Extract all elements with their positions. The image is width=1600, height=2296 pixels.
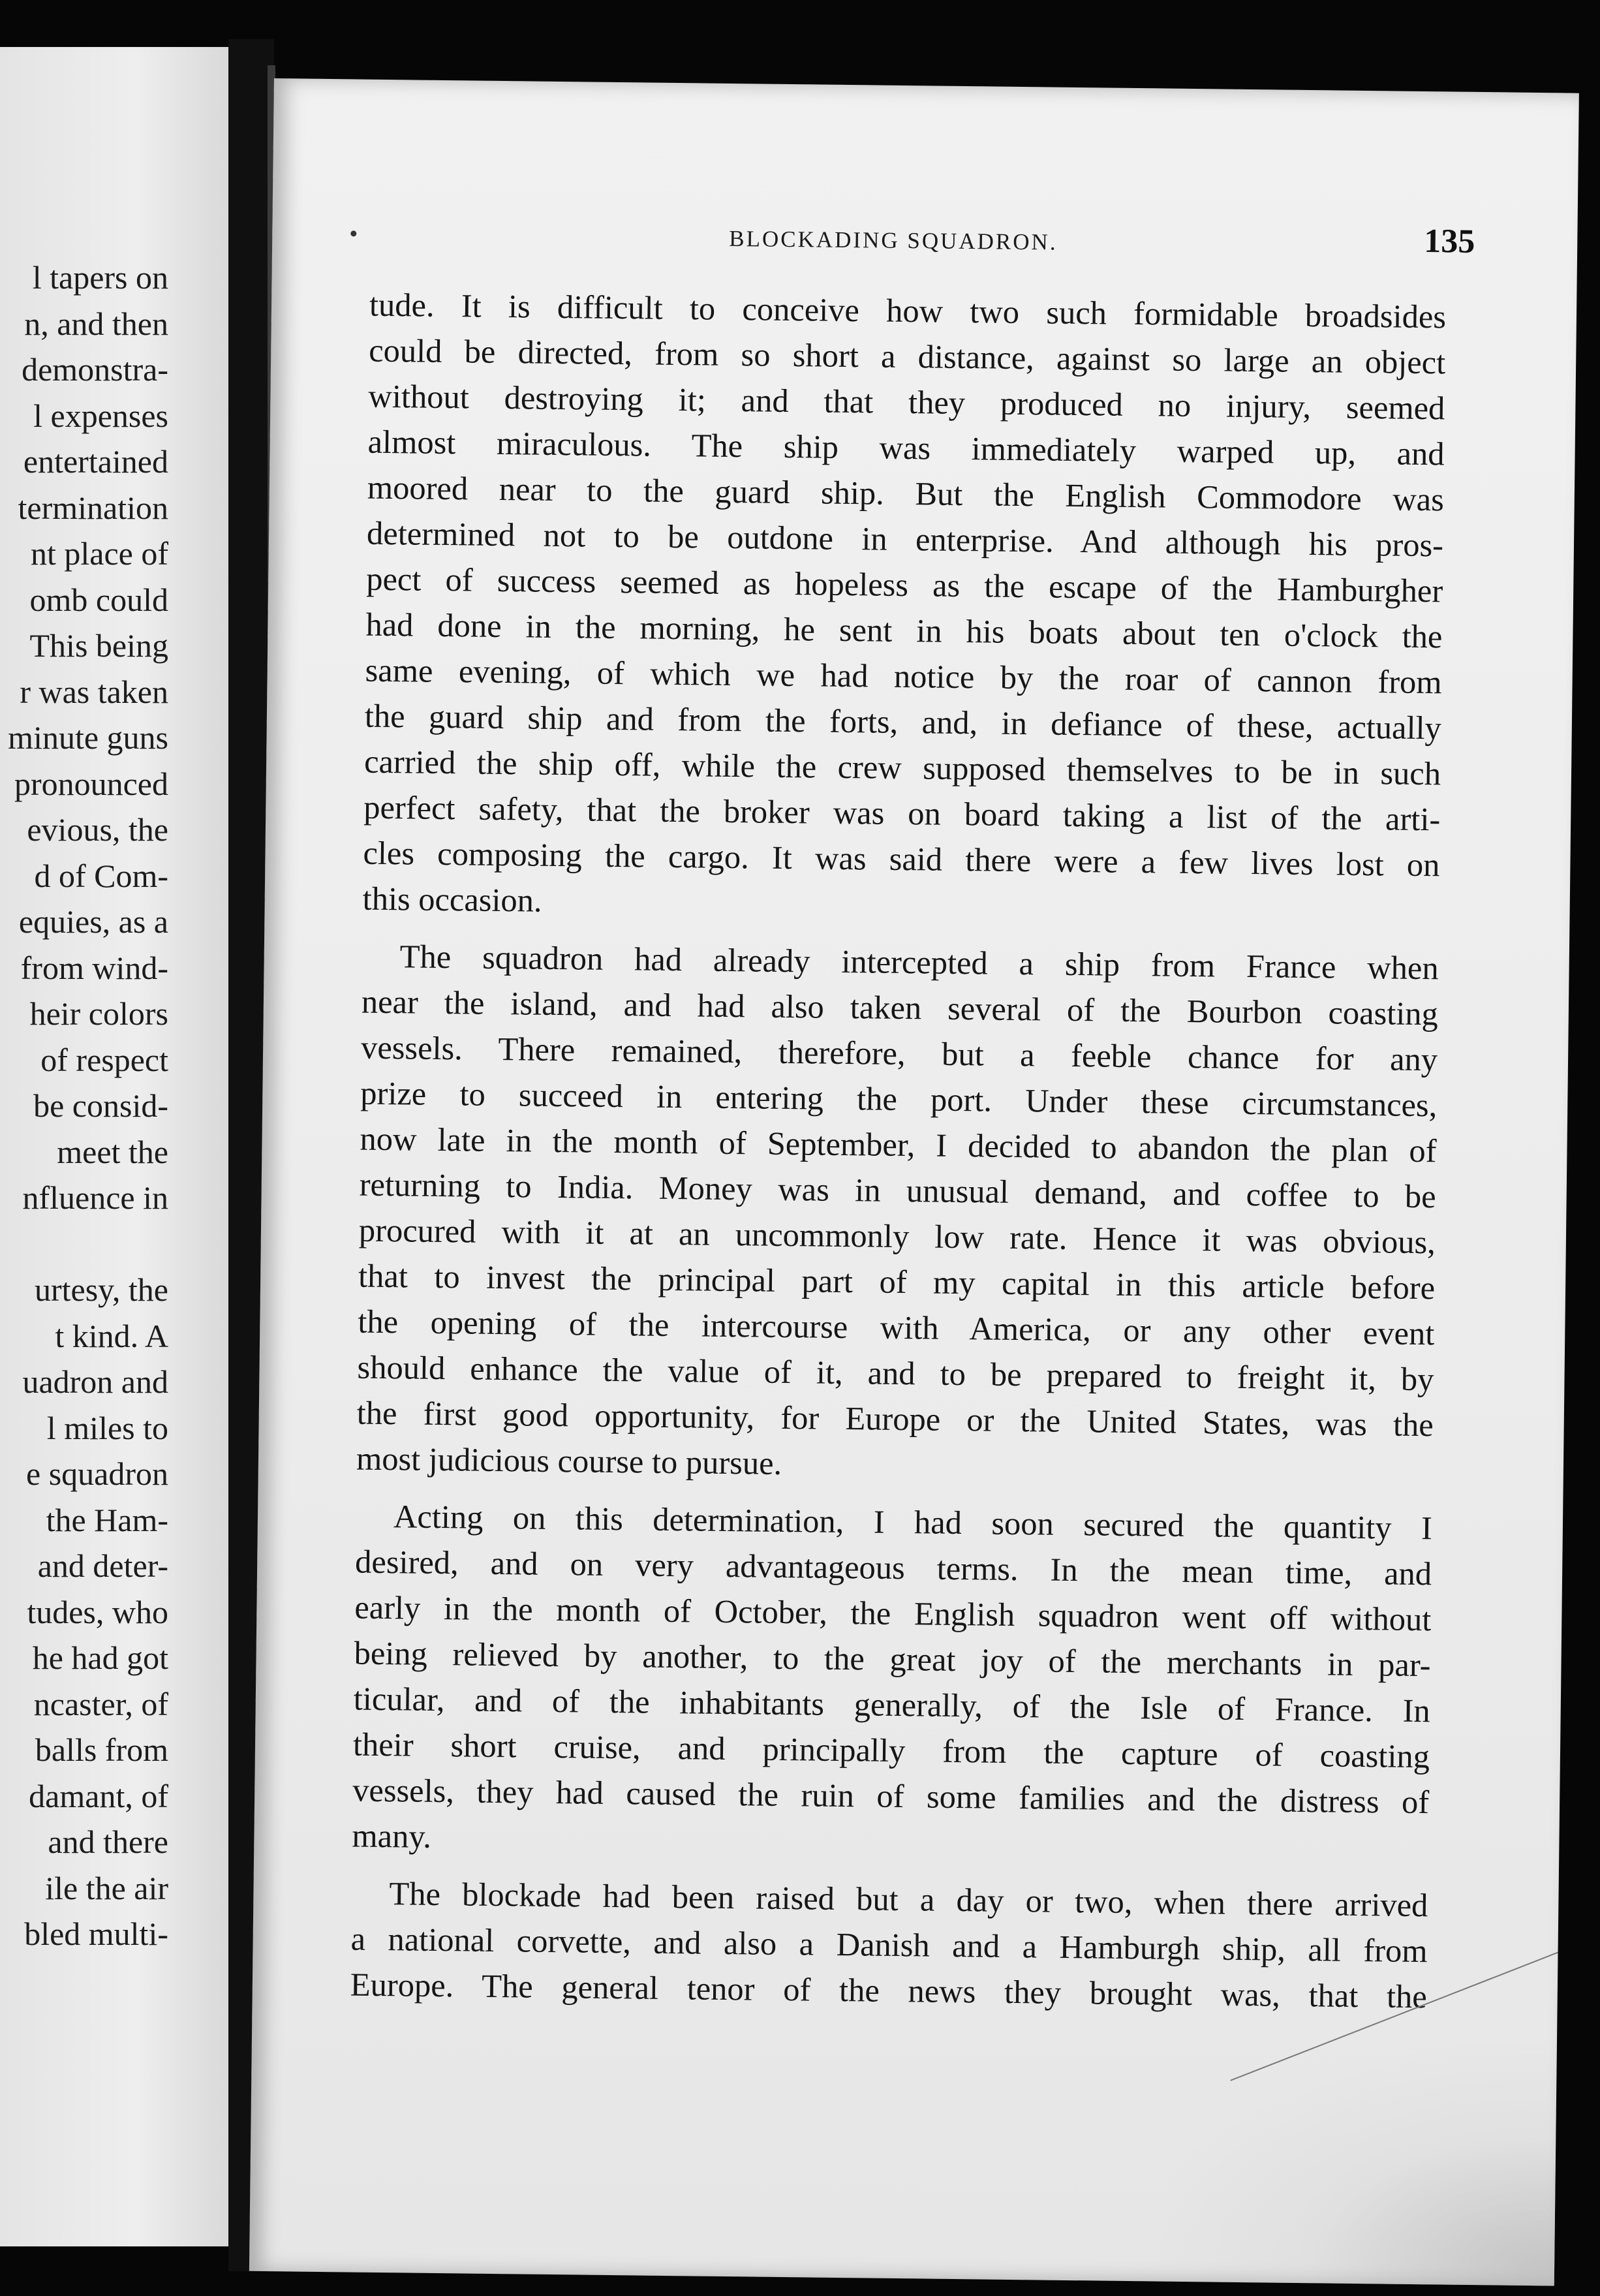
left-page-line: minute guns: [8, 719, 168, 756]
left-page-line: balls from: [35, 1731, 168, 1768]
text-line: the first good opportunity, for Europe or the United States, was the: [356, 1394, 1434, 1444]
text-line: could be directed, from so short a distance, against so large an object: [368, 332, 1446, 381]
ink-speck: [350, 230, 356, 236]
text-line: The blockade had been raised but a day or two, when there arrived: [389, 1875, 1428, 1924]
text-line: tude. It is difficult to conceive how two such formidable broadsides: [369, 286, 1447, 335]
left-page-line: l tapers on: [32, 259, 168, 296]
text-line: many.: [352, 1817, 432, 1855]
text-line: vessels, they had caused the ruin of some families and the distress of: [352, 1771, 1430, 1821]
text-line: the opening of the intercourse with America, or any other event: [358, 1303, 1435, 1352]
text-line: early in the month of October, the English squadron went off without: [354, 1589, 1432, 1638]
paragraph: [362, 282, 1446, 934]
left-page-line: equies, as a: [18, 903, 168, 940]
text-line: Europe. The general tenor of the news they brought was, that the: [350, 1966, 1428, 2015]
text-line: prize to succeed in entering the port. Under these circumstances,: [360, 1074, 1438, 1124]
right-page: [249, 78, 1579, 2286]
text-line: determined not to be outdone in enterprise. And although his pros-: [366, 514, 1444, 564]
left-page-line: the Ham-: [46, 1501, 168, 1538]
text-line: now late in the month of September, I decided to abandon the plan of: [360, 1120, 1437, 1170]
paragraph: [356, 933, 1439, 1494]
text-line: near the island, and had also taken several of the Bourbon coasting: [361, 983, 1439, 1032]
left-page-line: be consid-: [33, 1087, 168, 1124]
water-stain: [1129, 2033, 1578, 2286]
left-page-text: [8, 255, 168, 1957]
left-page-line: ile the air: [45, 1869, 168, 1906]
text-line: pect of success seemed as hopeless as the escape of the Hamburgher: [365, 560, 1443, 610]
text-line: Acting on this determination, I had soon secured the quantity I: [393, 1498, 1433, 1547]
left-page-line: omb could: [29, 581, 168, 618]
left-page-line: and deter-: [37, 1547, 168, 1584]
page-number: 135: [1423, 223, 1475, 260]
left-page-line: l miles to: [46, 1409, 168, 1446]
left-page-line: uadron and: [22, 1363, 168, 1400]
text-line: perfect safety, that the broker was on board taking a list of the arti-: [363, 788, 1441, 838]
text-line: The squadron had already intercepted a ship from France when: [399, 938, 1439, 987]
left-page-line: entertained: [23, 443, 168, 480]
text-line: most judicious course to pursue.: [356, 1440, 782, 1482]
left-page-line: he had got: [32, 1639, 168, 1676]
text-line: same evening, of which we had notice by the roar of cannon from: [365, 651, 1442, 701]
text-line: without destroying it; and that they produced no injury, seemed: [368, 377, 1445, 427]
left-page-fragment: [0, 47, 228, 2246]
text-line: a national corvette, and also a Danish and a Hamburgh ship, all from: [350, 1920, 1428, 1970]
text-line: that to invest the principal part of my capital in this article before: [358, 1257, 1436, 1307]
left-page-line: pronounced: [14, 765, 168, 802]
text-line: this occasion.: [362, 880, 542, 919]
left-page-line: r was taken: [20, 673, 168, 710]
body-text: [350, 282, 1446, 2020]
paragraph: [350, 1870, 1428, 2020]
left-page-line: and there: [48, 1823, 168, 1860]
text-line: carried the ship off, while the crew supposed themselves to be in such: [363, 743, 1441, 792]
text-line: almost miraculous. The ship was immediately warped up, and: [367, 423, 1445, 473]
left-page-line: termination: [18, 489, 168, 526]
text-line: being relieved by another, to the great joy of the merchants in par-: [354, 1634, 1431, 1684]
text-line: vessels. There remained, therefore, but a feeble chance for any: [360, 1029, 1438, 1078]
text-line: the guard ship and from the forts, and, in defiance of these, actually: [364, 697, 1442, 747]
running-head: BLOCKADING SQUADRON.: [729, 225, 1058, 255]
left-page-line: l expenses: [33, 397, 168, 434]
left-page-line: urtesy, the: [34, 1271, 168, 1308]
left-page-line: from wind-: [20, 949, 168, 986]
paragraph: [352, 1493, 1432, 1871]
text-line: ticular, and of the inhabitants generally, of the Isle of France. In: [353, 1680, 1431, 1730]
left-page-line: e squadron: [26, 1455, 168, 1492]
left-page-line: This being: [29, 627, 168, 664]
left-page-line: of respect: [40, 1041, 168, 1078]
left-page-line: meet the: [57, 1133, 168, 1170]
left-page-line: tudes, who: [27, 1593, 168, 1630]
left-page-line: t kind. A: [55, 1317, 168, 1354]
left-page-line: damant, of: [29, 1777, 168, 1814]
text-line: returning to India. Money was in unusual demand, and coffee to be: [359, 1166, 1436, 1215]
left-page-line: nt place of: [30, 535, 168, 572]
left-page-line: nfluence in: [22, 1179, 168, 1216]
left-page-line: bled multi-: [24, 1916, 168, 1952]
text-line: should enhance the value of it, and to be prepared to freight it, by: [357, 1348, 1434, 1398]
text-line: had done in the morning, he sent in his boats about ten o'clock the: [365, 606, 1443, 655]
text-line: their short cruise, and principally from the capture of coasting: [352, 1726, 1430, 1775]
left-page-line: d of Com-: [34, 857, 168, 894]
left-page-line: ncaster, of: [33, 1685, 168, 1722]
text-line: moored near to the guard ship. But the English Commodore was: [367, 469, 1445, 518]
left-page-line: heir colors: [29, 995, 168, 1032]
text-line: cles composing the cargo. It was said there were a few lives lost on: [363, 834, 1440, 884]
left-page-line: [8, 1221, 168, 1267]
left-page-line: demonstra-: [22, 351, 168, 388]
left-page-line: n, and then: [24, 305, 168, 342]
text-line: desired, and on very advantageous terms. In the mean time, and: [354, 1543, 1432, 1592]
text-line: procured with it at an uncommonly low rate. Hence it was obvious,: [358, 1211, 1436, 1261]
left-page-line: evious, the: [27, 811, 168, 848]
